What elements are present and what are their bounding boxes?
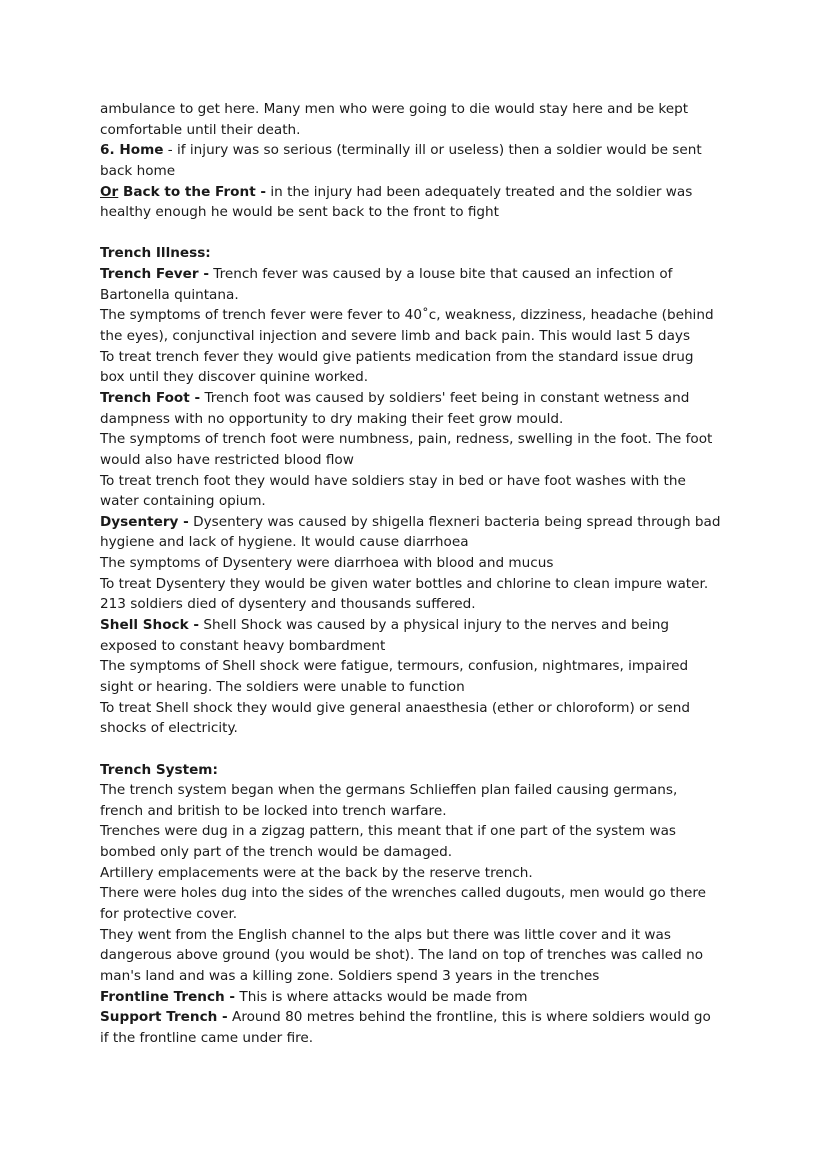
text-line (100, 636, 740, 657)
body-text: Trench fever was caused by a louse bite that caused an infection of (208, 266, 673, 283)
bold-heading: Back to the Front - (118, 183, 267, 200)
bold-heading: Trench Illness: (100, 245, 211, 262)
text-line (100, 388, 740, 409)
text-line (100, 553, 740, 574)
text-line (100, 1028, 740, 1049)
text-line (100, 594, 740, 615)
body-text: comfortable until their death. (100, 121, 301, 138)
body-text: shocks of electricity. (100, 720, 238, 737)
body-text: Shell Shock was caused by a physical injury to the nerves and being (199, 617, 670, 634)
body-text: man's land and was a killing zone. Soldiers spend 3 years in the trenches (100, 967, 600, 984)
bold-heading: Trench System: (100, 761, 218, 778)
bold-heading: Trench Foot - (100, 389, 201, 406)
text-line (100, 367, 740, 388)
text-line (100, 532, 740, 553)
text-line (100, 904, 740, 925)
text-line (100, 264, 740, 285)
bold-heading: Frontline Trench - (100, 988, 236, 1005)
text-line (100, 1007, 740, 1028)
text-line (100, 925, 740, 946)
text-line (100, 945, 740, 966)
text-line (100, 966, 740, 987)
text-line (100, 99, 740, 120)
body-text: box until they discover quinine worked. (100, 369, 369, 386)
bold-heading: Dysentery - (100, 513, 189, 530)
bold-heading: Support Trench - (100, 1009, 228, 1026)
text-line (100, 491, 740, 512)
bold-heading: Or (100, 183, 119, 200)
text-line (100, 574, 740, 595)
body-text: To treat trench foot they would have soldiers stay in bed or have foot washes with the (100, 472, 686, 489)
body-text: healthy enough he would be sent back to the front to fight (100, 204, 499, 221)
text-line (100, 140, 740, 161)
body-text: water containing opium. (100, 493, 266, 510)
body-text: Dysentery was caused by shigella flexneri bacteria being spread through bad (188, 513, 721, 530)
body-text: for protective cover. (100, 905, 238, 922)
body-text: Bartonella quintana. (100, 286, 239, 303)
body-text: dangerous above ground (you would be shot). The land on top of trenches was called no (100, 947, 704, 964)
text-line (100, 305, 740, 326)
document-page (100, 99, 740, 1048)
body-text: The symptoms of Dysentery were diarrhoea with blood and mucus (100, 555, 554, 572)
text-line (100, 161, 740, 182)
blank-line (100, 739, 740, 760)
text-line (100, 471, 740, 492)
text-line (100, 821, 740, 842)
text-line (100, 326, 740, 347)
text-line (100, 842, 740, 863)
text-line (100, 677, 740, 698)
body-text: if the frontline came under fire. (100, 1029, 314, 1046)
body-text: - if injury was so serious (terminally ill or useless) then a soldier would be sent (163, 142, 702, 159)
text-line (100, 780, 740, 801)
body-text: To treat trench fever they would give patients medication from the standard issue drug (100, 348, 694, 365)
body-text: The symptoms of trench fever were fever to 40˚c, weakness, dizziness, headache (behind (100, 307, 714, 324)
body-text: This is where attacks would be made from (235, 988, 528, 1005)
body-text: The symptoms of Shell shock were fatigue, termours, confusion, nightmares, impaired (100, 658, 689, 675)
body-text: Trenches were dug in a zigzag pattern, this meant that if one part of the system was (100, 823, 676, 840)
text-line (100, 409, 740, 430)
body-text: They went from the English channel to the alps but there was little cover and it was (100, 926, 671, 943)
text-line (100, 987, 740, 1008)
bold-heading: 6. Home (100, 142, 164, 159)
body-text: the eyes), conjunctival injection and severe limb and back pain. This would last 5 days (100, 328, 691, 345)
text-line (100, 718, 740, 739)
text-line (100, 120, 740, 141)
body-text: bombed only part of the trench would be damaged. (100, 844, 453, 861)
text-line (100, 429, 740, 450)
text-line (100, 202, 740, 223)
body-text: Artillery emplacements were at the back by the reserve trench. (100, 864, 533, 881)
text-line (100, 512, 740, 533)
body-text: exposed to constant heavy bombardment (100, 637, 386, 654)
body-text: would also have restricted blood flow (100, 451, 354, 468)
body-text: Trench foot was caused by soldiers' feet being in constant wetness and (200, 389, 690, 406)
body-text: The symptoms of trench foot were numbness, pain, redness, swelling in the foot. The foot (100, 431, 713, 448)
bold-heading: Trench Fever - (100, 266, 209, 283)
blank-line (100, 223, 740, 244)
text-line (100, 863, 740, 884)
body-text: in the injury had been adequately treated and the soldier was (266, 183, 693, 200)
text-line (100, 760, 740, 781)
body-text: sight or hearing. The soldiers were unable to function (100, 678, 465, 695)
text-line (100, 347, 740, 368)
text-line (100, 285, 740, 306)
text-line (100, 615, 740, 636)
body-text: There were holes dug into the sides of the wrenches called dugouts, men would go there (100, 885, 707, 902)
body-text: dampness with no opportunity to dry making their feet grow mould. (100, 410, 564, 427)
body-text: To treat Shell shock they would give general anaesthesia (ether or chloroform) or send (100, 699, 691, 716)
body-text: french and british to be locked into trench warfare. (100, 802, 447, 819)
body-text: back home (100, 162, 176, 179)
body-text: hygiene and lack of hygiene. It would cause diarrhoea (100, 534, 469, 551)
body-text: To treat Dysentery they would be given water bottles and chlorine to clean impure water. (100, 575, 709, 592)
text-line (100, 243, 740, 264)
text-line (100, 698, 740, 719)
body-text: Around 80 metres behind the frontline, this is where soldiers would go (227, 1009, 711, 1026)
body-text: ambulance to get here. Many men who were going to die would stay here and be kept (100, 101, 689, 117)
text-line (100, 182, 740, 203)
bold-heading: Shell Shock - (100, 617, 200, 634)
text-line (100, 450, 740, 471)
text-line (100, 883, 740, 904)
body-text: The trench system began when the germans Schlieffen plan failed causing germans, (100, 782, 678, 799)
text-line (100, 801, 740, 822)
text-line (100, 656, 740, 677)
body-text: 213 soldiers died of dysentery and thousands suffered. (100, 596, 476, 613)
